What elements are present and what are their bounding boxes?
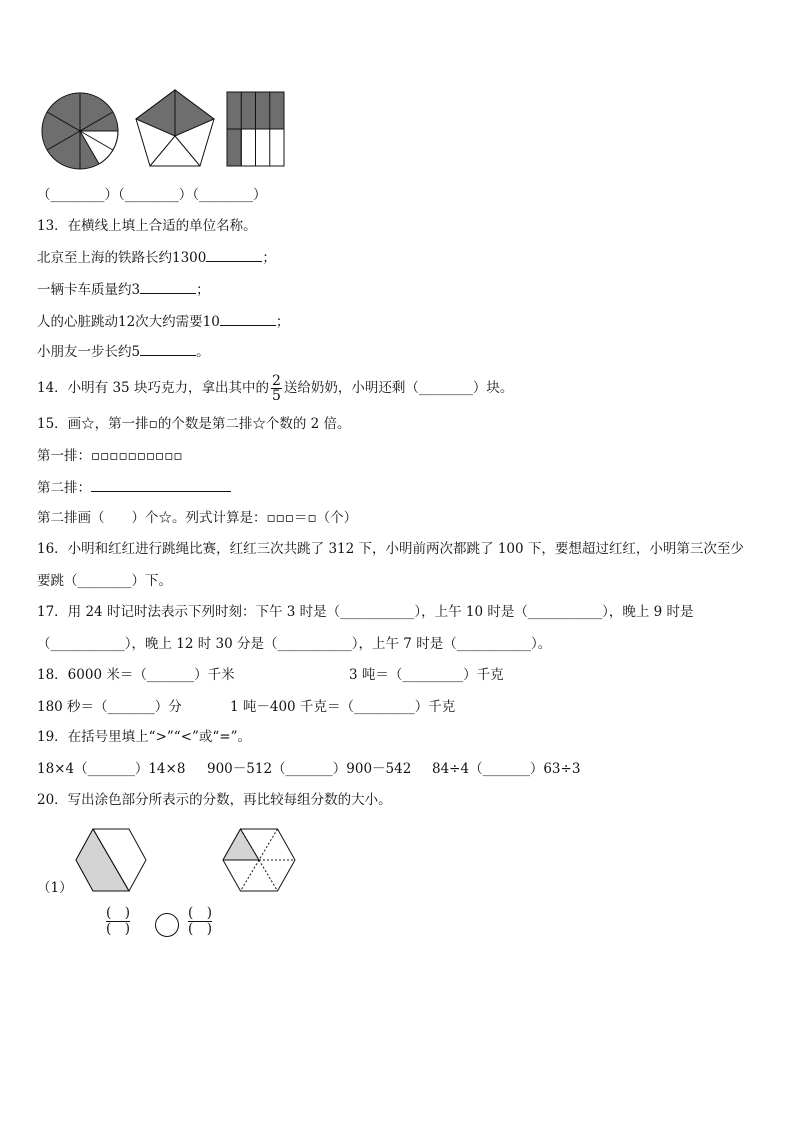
question-19-c[interactable]: 84÷4（_______）63÷3 — [432, 761, 581, 777]
question-18-d[interactable]: 1 吨－400 千克＝（_________）千克 — [230, 699, 456, 715]
question-19-a[interactable]: 18×4（_______）14×8 — [37, 761, 186, 777]
circle-figure — [40, 91, 120, 171]
question-13-title: 13．在横线上填上合适的单位名称。 — [37, 218, 257, 234]
question-15-title: 15．画☆，第一排▫的个数是第二排☆个数的 2 倍。 — [37, 416, 351, 432]
hexagon-figure-right — [222, 828, 296, 892]
square-marks: ▫▫▫▫▫▫▫▫▫▫ — [91, 448, 183, 464]
answer-blank[interactable] — [140, 342, 196, 356]
answer-blank[interactable] — [206, 248, 262, 262]
pentagon-figure — [134, 88, 216, 168]
question-13-line-1: 北京至上海的铁路长约1300 ； — [37, 250, 276, 266]
question-18-b[interactable]: 3 吨＝（_________）千克 — [349, 667, 504, 683]
compare-circle[interactable] — [154, 912, 180, 938]
question-14: 14．小明有 35 块巧克力，拿出其中的 $\frac{2}{5}$ 送给奶奶，小明还剩（________）块。 — [37, 373, 514, 404]
question-17-line-2[interactable]: （___________），晚上 12 时 30 分是（___________），上午 7 时是（___________）。 — [37, 636, 552, 652]
question-15-row-3[interactable]: 第二排画（ ）个☆。列式计算是：▫▫▫＝▫（个） — [37, 510, 358, 526]
question-17-line-1[interactable]: 17．用 24 时记时法表示下列时刻：下午 3 时是（___________），上午 10 时是（___________），晚上 9 时是 — [37, 604, 694, 620]
question-19-title: 19．在括号里填上“>”“<”或“=”。 — [37, 729, 252, 745]
star-drawing-line[interactable] — [91, 478, 231, 492]
question-16-line-1: 16．小明和红红进行跳绳比赛，红红三次共跳了 312 下，小明前两次都跳了 100 下，要想超过红红，小明第三次至少 — [37, 541, 744, 557]
fraction-two-fifths: $\frac{2}{5}$ — [271, 373, 281, 404]
question-20-sub-1-label: （1） — [37, 880, 73, 896]
figure-answer-blanks[interactable]: （________）（________）（________） — [37, 187, 267, 203]
question-13-line-2: 一辆卡车质量约3 ； — [37, 282, 210, 298]
fraction-answer-right[interactable]: ( ) ( ) — [188, 905, 213, 937]
question-18-c[interactable]: 180 秒＝（_______）分 — [37, 699, 182, 715]
answer-blank[interactable] — [220, 312, 276, 326]
question-19-b[interactable]: 900－512（_______）900－542 — [207, 761, 412, 777]
question-18-a[interactable]: 18．6000 米＝（_______）千米 — [37, 667, 235, 683]
rectangle-figure — [226, 91, 286, 167]
question-13-line-4: 小朋友一步长约5 。 — [37, 344, 210, 360]
fraction-answer-left[interactable]: ( ) ( ) — [106, 905, 131, 937]
question-16-line-2[interactable]: 要跳（________）下。 — [37, 573, 172, 589]
question-13-line-3: 人的心脏跳动12次大约需要10 ； — [37, 314, 290, 330]
question-15-row-1: 第一排：▫▫▫▫▫▫▫▫▫▫ — [37, 448, 183, 464]
answer-blank[interactable] — [140, 280, 196, 294]
hexagon-figure-left — [75, 828, 147, 892]
question-15-row-2: 第二排： — [37, 478, 231, 498]
question-20-title: 20．写出涂色部分所表示的分数，再比较每组分数的大小。 — [37, 792, 392, 808]
